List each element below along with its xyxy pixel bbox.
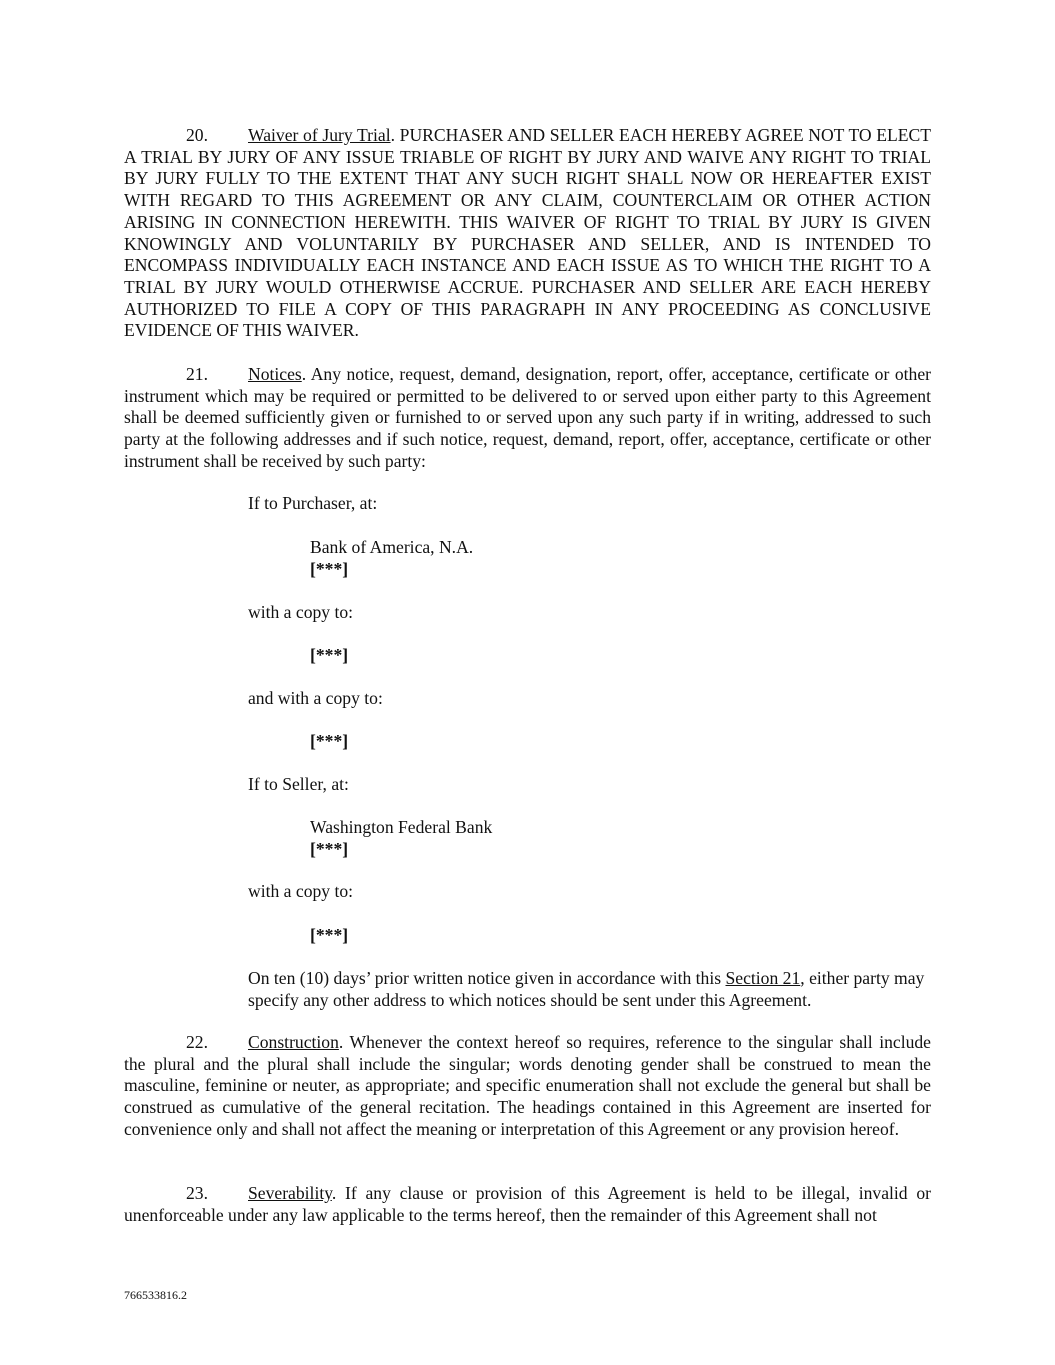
section-heading: Waiver of Jury Trial (248, 125, 391, 145)
section-22 (124, 1032, 931, 1141)
section-23 (124, 1183, 931, 1226)
section-body: . If any clause or provision of this Agreement is held to be illegal, invalid or unenforceable under any law applicable to the terms hereof, then the remainder of this Agreement shall not (124, 1183, 931, 1225)
purchaser-name: Bank of America, N.A. (310, 537, 474, 557)
seller-name: Washington Federal Bank (310, 817, 493, 837)
redacted-address: [***] (310, 731, 349, 751)
section-body: . PURCHASER AND SELLER EACH HEREBY AGREE NOT TO ELECT A TRIAL BY JURY OF ANY ISSUE TRIABLE OF RIGHT BY JURY AND WAIVE ANY RIGHT TO TRIAL BY JURY FULLY TO THE EXTENT THAT ANY SUCH RIGHT SHALL NOW OR HEREAFTER EXIST WITH REGARD TO THIS AGREEMENT OR ANY CLAIM, COUNTERCLAIM OR OTHER ACTION ARISING IN CONNECTION HEREWITH. THIS WAIVER OF RIGHT TO TRIAL BY JURY IS GIVEN KNOWINGLY AND VOLUNTARILY BY PURCHASER AND SELLER, AND IS INTENDED TO ENCOMPASS INDIVIDUALLY EACH INSTANCE AND EACH ISSUE AS TO WHICH THE RIGHT TO A TRIAL BY JURY WOULD OTHERWISE ACCRUE. PURCHASER AND SELLER ARE EACH HEREBY AUTHORIZED TO FILE A COPY OF THIS PARAGRAPH IN ANY PROCEEDING AS CONCLUSIVE EVIDENCE OF THIS WAIVER. (124, 125, 931, 341)
redacted-address: [***] (310, 559, 349, 579)
redacted-address: [***] (310, 645, 349, 665)
section-number: 22. (186, 1032, 208, 1052)
section-number: 21. (186, 364, 208, 384)
section-body: . Whenever the context hereof so requires, reference to the singular shall include the plural and the plural shall include the singular; words denoting gender shall be construed to mean the masculine, feminine or neuter, as appropriate; and specific enumeration shall not exclude the general but shall be construed as cumulative of the general recitation. The headings contained in this Agreement are inserted for convenience only and shall not affect the meaning or interpretation of this Agreement or any provision hereof. (124, 1032, 931, 1139)
copy-label: with a copy to: (248, 602, 354, 622)
section-heading: Notices (248, 364, 302, 384)
and-copy-label: and with a copy to: (248, 688, 383, 708)
purchaser-label: If to Purchaser, at: (248, 493, 378, 513)
copy-label: with a copy to: (248, 881, 354, 901)
address-change-notice (248, 968, 938, 1011)
section-heading: Severability (248, 1183, 332, 1203)
seller-label: If to Seller, at: (248, 774, 349, 794)
section-number: 23. (186, 1183, 208, 1203)
redacted-address: [***] (310, 925, 349, 945)
notice-text: , either party may specify any other address to which notices should be sent under this Agreement. (248, 968, 925, 1010)
section-body: . Any notice, request, demand, designation, report, offer, acceptance, certificate or other instrument which may be required or permitted to be delivered to or served upon either party to this Agreement shall be deemed sufficiently given or furnished to or served upon any such party if in writing, addressed to such party at the following addresses and if such notice, request, demand, report, offer, acceptance, certificate or other instrument shall be received by such party: (124, 364, 931, 471)
section-21 (124, 364, 931, 473)
notice-text: On ten (10) days’ prior written notice given in accordance with this (248, 968, 726, 988)
section-21-reference: Section 21 (725, 968, 801, 988)
section-heading: Construction (248, 1032, 339, 1052)
document-id: 766533816.2 (124, 1288, 187, 1302)
redacted-address: [***] (310, 839, 349, 859)
section-20 (124, 125, 931, 342)
section-number: 20. (186, 125, 208, 145)
